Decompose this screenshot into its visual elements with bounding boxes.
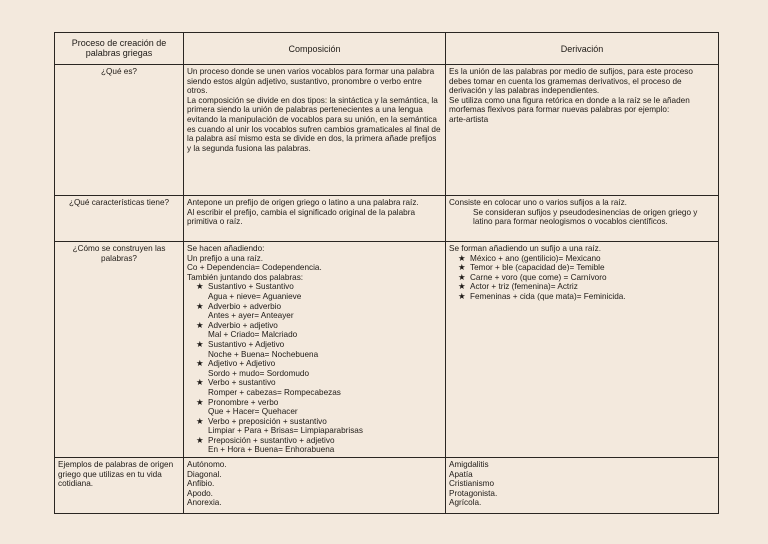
comparison-table [54, 32, 719, 514]
list-item-example: Noche + Buena= Nochebuena [208, 349, 319, 359]
row-how [55, 242, 719, 458]
paragraph: Se forman añadiendo un sufijo a una raíz. [449, 244, 602, 253]
row-what [55, 65, 719, 196]
star-icon: ★ [196, 338, 204, 349]
list-item-title: Adjetivo + Adjetivo [208, 359, 276, 369]
indented-paragraph: Se consideran sufijos y pseudodesinencias de origen griego y latino para formar neologismos o vocablos científicos. [473, 207, 698, 227]
example-word: Agrícola. [449, 498, 482, 508]
row-how-label: ¿Cómo se construyen las palabras? [55, 242, 184, 458]
list-item-title: Adverbio + adjetivo [208, 320, 278, 330]
composition-list [187, 282, 442, 455]
list-item-example: Limpiar + Para + Brisas= Limpiaparabrisas [208, 426, 363, 436]
paragraph: Un proceso donde se unen varios vocablos para formar una palabra siendo estos algún adjetivo, sustantivo, pronombre o verbo entre otros. [187, 67, 435, 96]
list-item-title: Sustantivo + Sustantivo [208, 282, 294, 292]
list-item-title: Sustantivo + Adjetivo [208, 339, 285, 349]
example-word: Apatía [449, 469, 473, 479]
list-item [194, 417, 442, 436]
list-item [456, 292, 715, 302]
row-characteristics-derivation [446, 196, 719, 242]
list-item-text: México + ano (gentilicio)= Mexicano [470, 253, 601, 263]
paragraph: Se hacen añadiendo: [187, 244, 265, 253]
list-item-text: Temor + ble (capacidad de)= Temible [470, 263, 605, 273]
list-item [194, 340, 442, 359]
example-word: Protagonista. [449, 488, 498, 498]
paragraph: Es la unión de las palabras por medio de sufijos, para este proceso debes tomar en cuenta los gramemas derivativos, el proceso de derivación y las palabras independientes. [449, 67, 693, 96]
list-item-title: Pronombre + verbo [208, 397, 279, 407]
list-item [456, 254, 715, 264]
list-item-title: Preposición + sustantivo + adjetivo [208, 435, 335, 445]
star-icon: ★ [458, 252, 466, 263]
paragraph: Se utiliza como una figura retórica en donde a la raíz se le añaden morfemas flexivos para formar nuevas palabras por ejemplo: [449, 95, 690, 115]
list-item [194, 398, 442, 417]
star-icon: ★ [196, 396, 204, 407]
list-item-example: Antes + ayer= Anteayer [208, 311, 294, 321]
list-item [194, 282, 442, 301]
row-characteristics-label: ¿Qué características tiene? [55, 196, 184, 242]
example-word: Diagonal. [187, 469, 222, 479]
paragraph: También juntando dos palabras: [187, 272, 304, 282]
row-what-label: ¿Qué es? [55, 65, 184, 196]
star-icon: ★ [196, 415, 204, 426]
paragraph: La composición se divide en dos tipos: la sintáctica y la semántica, la primera siendo la unión de palabras pertenecientes a una lengua evitando la manipulación de vocablos para su unión, en la semántica es cuando al unir los vocablos sufren cambios gramaticales al final de la palabra así mismo esta se divide en dos, la primera añade prefijos y la segunda fusiona las palabras. [187, 95, 441, 153]
example-word: Apodo. [187, 488, 213, 498]
list-item-example: En + Hora + Buena= Enhorabuena [208, 445, 335, 455]
derivation-list [449, 254, 715, 302]
paragraph: Co + Dependencia= Codependencia. [187, 263, 322, 273]
list-item [194, 378, 442, 397]
paragraph: arte-artista [449, 114, 489, 124]
list-item-example: Sordo + mudo= Sordomudo [208, 368, 310, 378]
star-icon: ★ [458, 271, 466, 282]
row-characteristics-composition [184, 196, 446, 242]
star-icon: ★ [196, 358, 204, 369]
star-icon: ★ [458, 281, 466, 292]
row-what-derivation [446, 65, 719, 196]
header-composition: Composición [184, 33, 446, 65]
star-icon: ★ [196, 319, 204, 330]
row-examples [55, 458, 719, 514]
list-item [194, 321, 442, 340]
list-item-example: Agua + nieve= Aguanieve [208, 291, 302, 301]
list-item [194, 436, 442, 455]
paragraph: Al escribir el prefijo, cambia el significado original de la palabra primitiva o raíz. [187, 207, 416, 227]
list-item [194, 302, 442, 321]
row-examples-derivation [446, 458, 719, 514]
row-how-composition [184, 242, 446, 458]
row-how-derivation [446, 242, 719, 458]
list-item-text: Carne + voro (que come) = Carnívoro [470, 272, 607, 282]
star-icon: ★ [458, 290, 466, 301]
list-item [456, 273, 715, 283]
list-item-example: Romper + cabezas= Rompecabezas [208, 387, 341, 397]
example-word: Autónomo. [187, 460, 227, 470]
example-word: Anfibio. [187, 479, 215, 489]
row-characteristics [55, 196, 719, 242]
list-item-text: Actor + triz (femenina)= Actriz [470, 282, 578, 292]
list-item-example: Que + Hacer= Quehacer [208, 407, 298, 417]
paragraph: Consiste en colocar uno o varios sufijos a la raíz. [449, 198, 627, 207]
list-item-text: Femeninas + cida (que mata)= Feminicida. [470, 291, 626, 301]
header-derivation: Derivación [446, 33, 719, 65]
list-item-title: Verbo + preposición + sustantivo [208, 416, 327, 426]
list-item-title: Verbo + sustantivo [208, 378, 276, 388]
example-word: Amigdalitis [449, 460, 489, 470]
row-examples-composition [184, 458, 446, 514]
example-word: Anorexia. [187, 498, 222, 508]
star-icon: ★ [196, 300, 204, 311]
header-process: Proceso de creación de palabras griegas [55, 33, 184, 65]
star-icon: ★ [196, 281, 204, 292]
star-icon: ★ [458, 262, 466, 273]
list-item-example: Mal + Criado= Malcriado [208, 330, 298, 340]
list-item [194, 359, 442, 378]
list-item [456, 263, 715, 273]
star-icon: ★ [196, 377, 204, 388]
row-what-composition [184, 65, 446, 196]
header-row [55, 33, 719, 65]
paragraph: Antepone un prefijo de origen griego o latino a una palabra raíz. [187, 198, 419, 207]
star-icon: ★ [196, 434, 204, 445]
paragraph: Un prefijo a una raíz. [187, 253, 264, 263]
list-item-title: Adverbio + adverbio [208, 301, 282, 311]
example-word: Cristianismo [449, 479, 495, 489]
row-examples-label: Ejemplos de palabras de origen griego que utilizas en tu vida cotidiana. [55, 458, 184, 514]
list-item [456, 282, 715, 292]
